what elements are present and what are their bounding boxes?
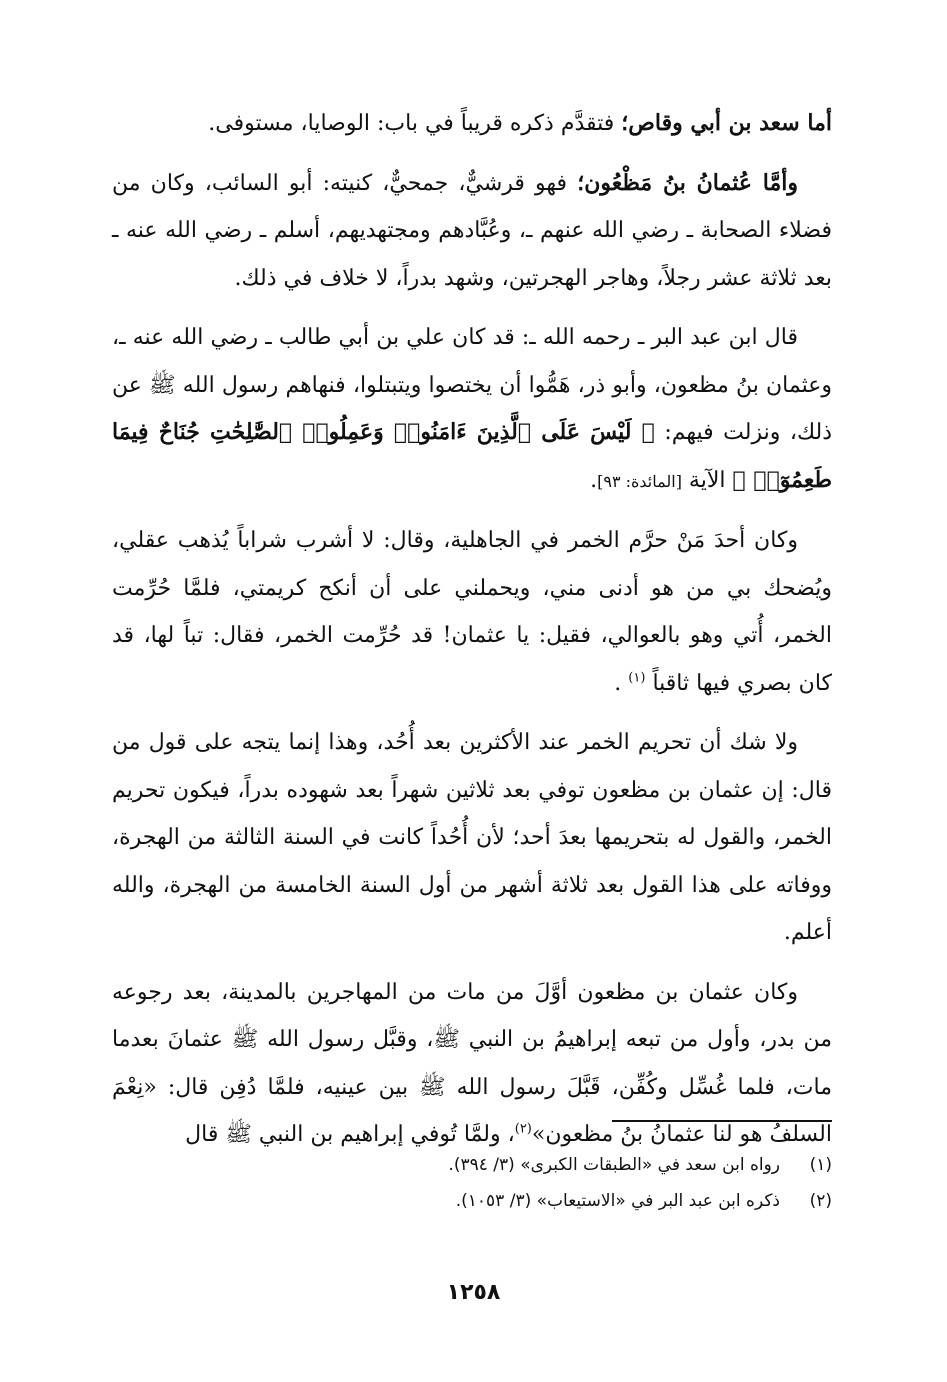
footnote-1-number: (١): [809, 1155, 832, 1175]
footnote-2-number: (٢): [809, 1191, 832, 1211]
paragraph-3-end: .: [590, 467, 598, 493]
paragraph-4: [112, 517, 832, 707]
paragraph-1: [112, 100, 832, 148]
paragraph-1-text: فتقدَّم ذكره قريباً في باب: الوصايا، مستوفى.: [208, 111, 622, 136]
footnote-divider: [612, 1120, 832, 1122]
page-number: ١٢٥٨: [446, 1280, 501, 1305]
footnotes: [112, 1147, 832, 1219]
paragraph-2: [112, 160, 832, 303]
footnote-2: [112, 1183, 832, 1219]
paragraph-4-text: وكان أحدَ مَنْ حرَّم الخمر في الجاهلية، وقال: لا أشرب شراباً يُذهب عقلي، ويُضحك بي من هو أدنى مني، ويحملني على أن أنكح كريمتي، فلمَّا حُرِّمت الخمر، أُتي وهو بالعوالي، فقيل: يا عثمان! قد حُرِّمت الخمر، فقال: تباً لها، قد كان بصري فيها ثاقباً: [112, 528, 832, 696]
footnote-2-text: ذكره ابن عبد البر في «الاستيعاب» (٣/ ١٠٥٣).: [455, 1191, 780, 1211]
footnote-ref-2: (٢): [514, 1121, 532, 1137]
paragraph-6-end: ، ولمَّا تُوفي إبراهيم بن النبي ﷺ قال: [185, 1122, 515, 1147]
verse-reference: [المائدة: ٩٣]: [597, 471, 682, 491]
paragraph-4-end: .: [614, 670, 622, 696]
paragraph-3: [112, 314, 832, 505]
paragraph-1-lead: أما سعد بن أبي وقاص؛: [621, 110, 832, 136]
quran-verse: ﴿ لَيْسَ عَلَى ٱلَّذِينَ ءَامَنُوا۟ وَعَمِلُوا۟ ٱلصَّٰلِحَٰتِ جُنَاحٌ فِيمَا طَعِمُوٓا۟ ﴾: [112, 419, 832, 493]
footnote-1-text: رواه ابن سعد في «الطبقات الكبرى» (٣/ ٣٩٤).: [448, 1155, 780, 1175]
paragraph-5-text: ولا شك أن تحريم الخمر عند الأكثرين بعد أُحُد، وهذا إنما يتجه على قول من قال: إن عثمان بن مظعون توفي بعد ثلاثين شهراً بعد شهوده بدراً، فيكون تحريم الخمر، والقول له بتحريمها بعدَ أحد؛ لأن أُحُداً كانت في السنة الثالثة من الهجرة، ووفاته على هذا القول بعد ثلاثة أشهر من أول السنة الخامسة من الهجرة، والله أعلم.: [112, 730, 832, 945]
paragraph-2-text: فهو قرشيٌّ، جمحيٌّ، كنيته: أبو السائب، وكان من فضلاء الصحابة ـ رضي الله عنهم ـ، وعُبَّادهم ومجتهديهم، أسلم ـ رضي الله عنه ـ بعد ثلاثة عشر رجلاً، وهاجر الهجرتين، وشهد بدراً، لا خلاف في ذلك.: [112, 170, 832, 291]
footnote-1: [112, 1147, 832, 1183]
paragraph-3-text: قال ابن عبد البر ـ رحمه الله ـ: قد كان علي بن أبي طالب ـ رضي الله عنه ـ، وعثمان بنُ مظعون، وأبو ذر، هَمُّوا أن يختصوا ويتبتلوا، فنهاهم رسول الله ﷺ عن ذلك، ونزلت فيهم:: [112, 325, 832, 445]
footnote-ref-1: (١): [628, 670, 646, 686]
paragraph-6-text: وكان عثمان بن مظعون أوَّلَ من مات من المهاجرين بالمدينة، بعد رجوعه من بدر، وأول من تبعه إبراهيمُ بن النبي ﷺ، وقبَّل رسول الله ﷺ عثمانَ بعدما مات، فلما غُسِّل وكُفِّن، قَبَّلَ رسول الله ﷺ بين عينيه، فلمَّا دُفِن قال: «نِعْمَ السلفُ هو لنا عثمانُ بنُ مظعون»: [112, 979, 832, 1147]
paragraph-5: [112, 719, 832, 957]
verse-label: الآية: [681, 467, 733, 493]
paragraph-6: [112, 969, 832, 1159]
paragraph-2-lead: وأمَّا عُثمانُ بنُ مَظْعُون؛: [577, 169, 799, 196]
main-text: [112, 100, 832, 1171]
